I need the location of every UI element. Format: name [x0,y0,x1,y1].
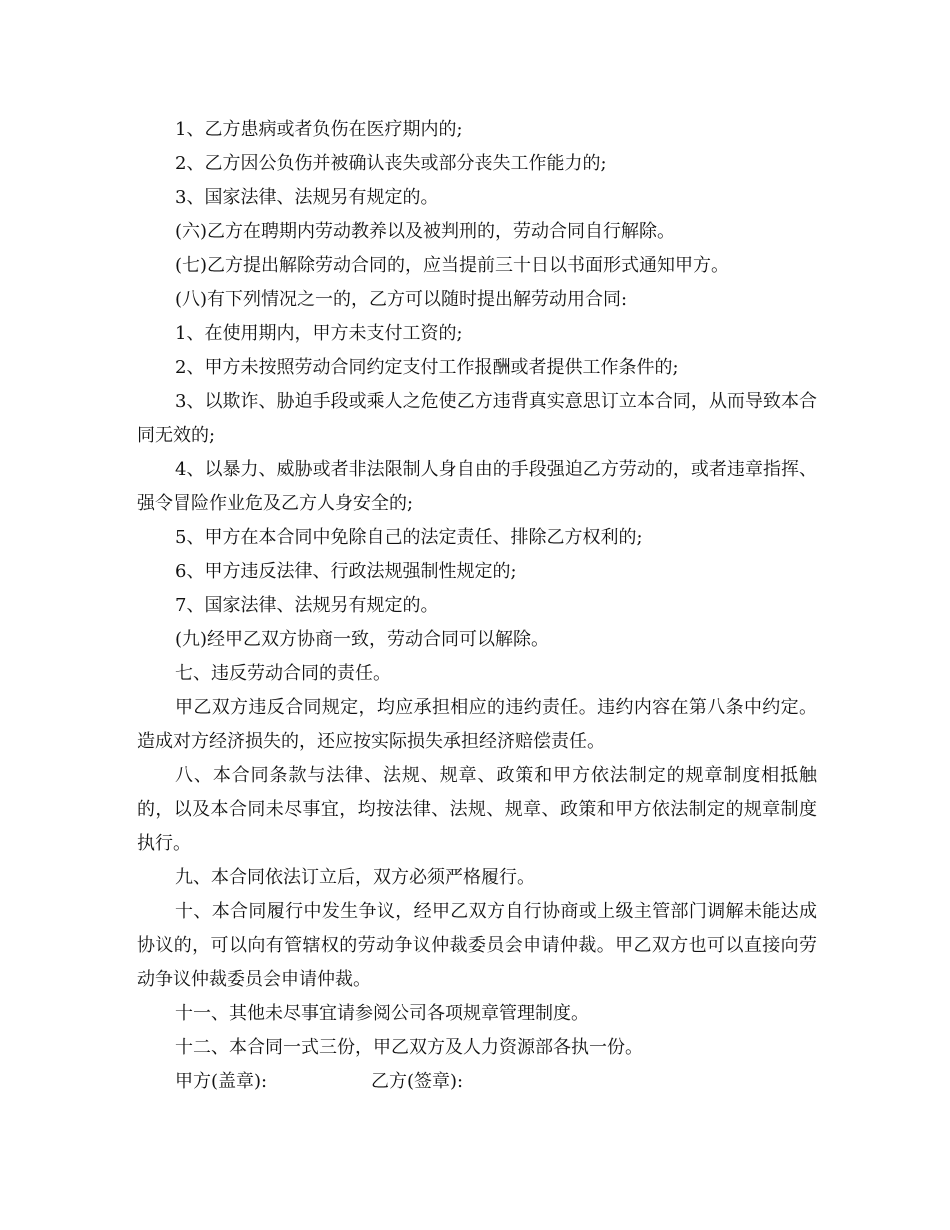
section-heading: 七、违反劳动合同的责任。 [175,663,391,684]
clause-paragraph: (七)乙方提出解除劳动合同的，应当提前三十日以书面形式通知甲方。 [175,255,730,276]
section-heading: 八、本合同条款与法律、法规、规章、政策和甲方依法制定的规章制度相抵触的，以及本合同未尽事宜，均按法律、法规、规章、政策和甲方依法制定的规章制度执行。 [137,765,817,854]
clause-paragraph: 5、甲方在本合同中免除自己的法定责任、排除乙方权利的; [175,527,643,548]
party-a-signature-label: 甲方(盖章): [175,1071,268,1092]
clause-paragraph: 4、以暴力、威胁或者非法限制人身自由的手段强迫乙方劳动的，或者违章指挥、强令冒险作业危及乙方人身安全的; [137,459,817,514]
party-b-signature-label: 乙方(签章): [371,1071,464,1092]
clause-paragraph: 6、甲方违反法律、行政法规强制性规定的; [175,561,517,582]
clause-paragraph: 2、乙方因公负伤并被确认丧失或部分丧失工作能力的; [175,153,607,174]
section-heading: 十二、本合同一式三份，甲乙双方及人力资源部各执一份。 [175,1037,643,1058]
section-heading: 十、本合同履行中发生争议，经甲乙双方自行协商或上级主管部门调解未能达成协议的，可以向有管辖权的劳动争议仲裁委员会申请仲裁。甲乙双方也可以直接向劳动争议仲裁委员会申请仲裁。 [137,901,817,990]
clause-paragraph: 甲乙双方违反合同规定，均应承担相应的违约责任。违约内容在第八条中约定。造成对方经济损失的，还应按实际损失承担经济赔偿责任。 [137,697,817,752]
signature-row [137,1065,817,1099]
contract-body [137,113,817,1099]
clause-paragraph: 3、国家法律、法规另有规定的。 [175,187,439,208]
clause-paragraph: 7、国家法律、法规另有规定的。 [175,595,439,616]
clause-paragraph: 1、乙方患病或者负伤在医疗期内的; [175,119,463,140]
clause-paragraph: (六)乙方在聘期内劳动教养以及被判刑的，劳动合同自行解除。 [175,221,676,242]
clause-paragraph: 2、甲方未按照劳动合同约定支付工作报酬或者提供工作条件的; [175,357,679,378]
section-heading: 九、本合同依法订立后，双方必须严格履行。 [175,867,535,888]
clause-paragraph: 3、以欺诈、胁迫手段或乘人之危使乙方违背真实意思订立本合同，从而导致本合同无效的; [137,391,817,446]
section-heading: 十一、其他未尽事宜请参阅公司各项规章管理制度。 [175,1003,589,1024]
clause-paragraph: (八)有下列情况之一的，乙方可以随时提出解劳动用合同: [175,289,628,310]
clause-paragraph: 1、在使用期内，甲方未支付工资的; [175,323,463,344]
clause-paragraph: (九)经甲乙双方协商一致，劳动合同可以解除。 [175,629,550,650]
